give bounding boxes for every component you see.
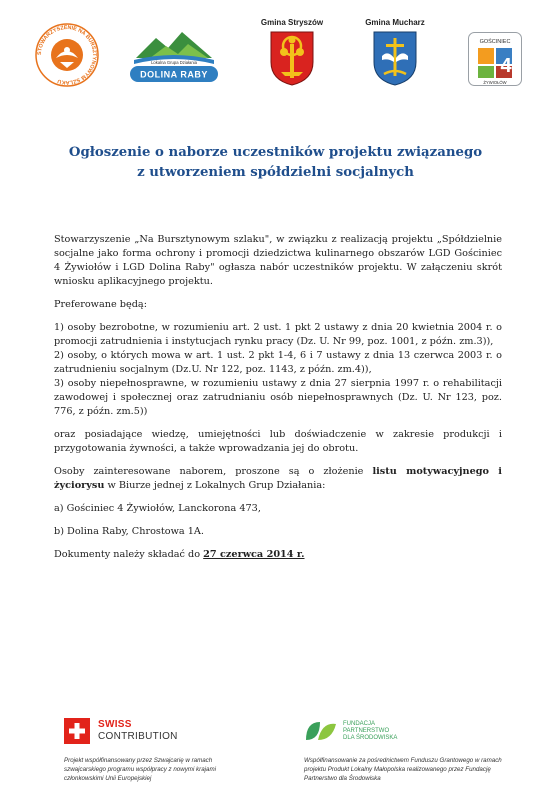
invitation-text-end: w Biurze jednej z Lokalnych Grup Działania: bbox=[104, 480, 326, 491]
announcement-body bbox=[54, 233, 502, 562]
dolina-top-text: Lokalna Grupa Działania bbox=[151, 60, 197, 65]
contribution-word: CONTRIBUTION bbox=[98, 731, 178, 742]
swiss-cross-icon bbox=[64, 718, 90, 744]
required-documents: listu motywacyjnego i życiorysu bbox=[54, 466, 502, 491]
swiss-contribution-block bbox=[64, 716, 254, 783]
eligibility-item-1: 1) osoby bezrobotne, w rozumieniu art. 2 ust. 1 pkt 2 ustawy z dnia 20 kwietnia 2004 r. o promocji zatrudnienia i instytucjach rynku pracy (Dz. U. Nr 99, poz. 1001, z późn. zm.3)), bbox=[54, 322, 502, 347]
lgd-gosciniec-4-zywiolow-logo bbox=[468, 32, 522, 86]
intro-paragraph: Stowarzyszenie „Na Bursztynowym szlaku", w związku z realizacją projektu „Spółdzielnie socjalne jako forma ochrony i promocji dziedzictwa kulinarnego obszarów LGD Gościniec 4 Żywiołów i LGD Dolina Raby" ogłasza nabór uczestników projektu. W załączeniu skrót wniosku aplikacyjnego projektu. bbox=[54, 234, 502, 287]
mucharz-coat-of-arms-icon bbox=[372, 30, 418, 86]
gosciniec-number: 4 bbox=[500, 55, 512, 77]
lgd-dolina-raby-logo bbox=[128, 24, 220, 84]
swiss-contribution-logo bbox=[64, 716, 254, 746]
office-a: a) Gościniec 4 Żywiołów, Lanckorona 473, bbox=[54, 503, 261, 514]
title-line-2: z utworzeniem spółdzielni socjalnych bbox=[137, 165, 414, 180]
gmina-mucharz-label: Gmina Mucharz bbox=[365, 18, 425, 27]
deadline-date: 27 czerwca 2014 r. bbox=[203, 549, 305, 560]
invitation-text-start: Osoby zainteresowane naborem, proszone są o złożenie bbox=[54, 466, 373, 477]
dolina-name-text: DOLINA RABY bbox=[140, 69, 208, 80]
preferred-heading: Preferowane będą: bbox=[54, 299, 147, 310]
stryszow-coat-of-arms-icon bbox=[269, 30, 315, 86]
gmina-mucharz-logo bbox=[365, 18, 425, 96]
invitation-paragraph bbox=[54, 465, 502, 493]
fppds-cofinancing-note: Współfinansowanie za pośrednictwem Funduszu Grantowego w ramach projektu Produkt Lokalny Małopolska realizowanego przez Fundację Partnerstwo dla Środowiska bbox=[304, 757, 502, 782]
burszt-ring-text: STOWARZYSZENIE NA BURSZTYNOWYM SZLAKU bbox=[36, 24, 98, 86]
gosciniec-word: GOŚCINIEC bbox=[479, 39, 511, 45]
fppds-line-1: FUNDACJA bbox=[343, 720, 376, 727]
deadline-text: Dokumenty należy składać do bbox=[54, 549, 204, 560]
gmina-stryszow-logo bbox=[262, 18, 322, 96]
deadline-paragraph bbox=[54, 548, 502, 562]
eligibility-item-3: 3) osoby niepełnosprawne, w rozumieniu ustawy z dnia 27 sierpnia 1997 r. o rehabilitacji zawodowej i społecznej oraz zatrudnianiu osób niepełnosprawnych (Dz. U. Nr 123, poz. 776, z późn. zm.5)) bbox=[54, 378, 502, 417]
fppds-block bbox=[304, 716, 524, 783]
fppds-line-2: PARTNERSTWO bbox=[343, 727, 390, 734]
gosciniec-sub: ŻYWIOŁÓW bbox=[483, 80, 507, 85]
swiss-cofinancing-note: Projekt współfinansowany przez Szwajcarię w ramach szwajcarskiego programu współpracy z nowymi krajami członkowskimi Unii Europejskiej bbox=[64, 757, 216, 782]
office-b: b) Dolina Raby, Chrostowa 1A. bbox=[54, 526, 204, 537]
title-line-1: Ogłoszenie o naborze uczestników projektu związanego bbox=[68, 145, 483, 160]
na-bursztynowym-szlaku-logo bbox=[34, 22, 100, 88]
partnerstwo-leaf-icon bbox=[304, 718, 338, 744]
skills-paragraph: oraz posiadające wiedzę, umiejętności lub doświadczenie w zakresie produkcji i przygotowania żywności, a także wprowadzania jej do obrotu. bbox=[54, 429, 502, 454]
fundacja-partnerstwo-logo bbox=[304, 716, 524, 746]
announcement-title bbox=[40, 143, 511, 183]
fppds-line-3: DLA ŚRODOWISKA bbox=[343, 734, 398, 741]
header-logos bbox=[30, 18, 525, 96]
eligibility-item-2: 2) osoby, o których mowa w art. 1 ust. 2 pkt 1-4, 6 i 7 ustawy z dnia 13 czerwca 2003 r. o zatrudnieniu socjalnym (Dz.U. Nr 122, poz. 1143, z późn. zm.4)), bbox=[54, 350, 502, 375]
gmina-stryszow-label: Gmina Stryszów bbox=[260, 18, 324, 27]
swiss-word: SWISS bbox=[98, 719, 132, 730]
